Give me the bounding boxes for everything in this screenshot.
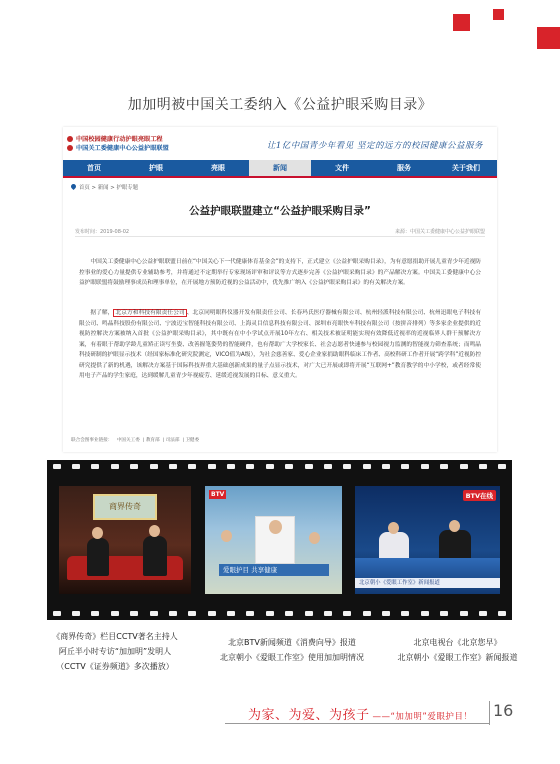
nav-home[interactable]: 首页 bbox=[87, 164, 101, 172]
site-header bbox=[63, 127, 497, 160]
anchor-head bbox=[388, 522, 399, 534]
site-logo bbox=[67, 135, 169, 153]
related-link[interactable]: 中国关工委 bbox=[116, 438, 140, 443]
film-perforations bbox=[47, 462, 512, 471]
photo-news-anchors bbox=[355, 486, 500, 594]
caption-line: 北京朝小《爱眼工作室》使用加加明情况 bbox=[220, 653, 364, 662]
host-figure bbox=[87, 538, 109, 576]
caption-line: 北京朝小《爱眼工作室》新闻报道 bbox=[397, 653, 518, 662]
caption-line: （CCTV《证券频道》多次播放） bbox=[56, 662, 174, 671]
site-nav bbox=[63, 160, 497, 176]
film-strip bbox=[47, 460, 512, 620]
news-ticker: 北京朝小《爱眼工作室》新闻报道 bbox=[355, 578, 500, 588]
page-number: 16 bbox=[493, 701, 514, 720]
article-source: 来源：中国关工委健康中心公益护眼联盟 bbox=[394, 229, 485, 235]
paragraph-text: 据了解， bbox=[90, 310, 114, 316]
article-paragraph bbox=[79, 308, 481, 382]
nav-bright-eye[interactable]: 亮眼 bbox=[211, 164, 225, 172]
article-meta bbox=[75, 228, 485, 235]
page-title: 加加明被中国关工委纳入《公益护眼采购目录》 bbox=[127, 97, 433, 113]
photo-classroom bbox=[205, 486, 342, 594]
caption-line: 阿丘半小时专访“加加明”发明人 bbox=[58, 647, 172, 656]
highlighted-company: 北京方和科技有限责任公司 bbox=[115, 310, 185, 316]
tv-caption: 爱眼护目 共享健康 bbox=[219, 564, 329, 576]
publish-time: 发布时间：2019-08-02 bbox=[75, 229, 130, 235]
nav-news[interactable]: 新闻 bbox=[249, 160, 311, 176]
website-screenshot bbox=[63, 127, 497, 452]
related-links-label: 联合会图事业链接： bbox=[71, 438, 113, 443]
decor-square bbox=[453, 14, 470, 31]
breadcrumb-text[interactable]: 首页 > 新闻 > 护眼专题 bbox=[79, 185, 139, 191]
logo-line: 中国关工委健康中心公益护眼联盟 bbox=[76, 145, 169, 152]
footer-divider bbox=[489, 701, 490, 725]
nav-about[interactable]: 关于我们 bbox=[452, 164, 480, 172]
photo-tv-interview bbox=[59, 486, 191, 594]
studio-screen: 商界传奇 bbox=[93, 494, 157, 520]
related-link[interactable]: 司法部 bbox=[165, 438, 180, 443]
location-pin-icon bbox=[70, 183, 77, 190]
related-link[interactable]: 卫健委 bbox=[185, 438, 200, 443]
student-head bbox=[221, 530, 232, 542]
article-title: 公益护眼联盟建立“公益护眼采购目录” bbox=[189, 205, 371, 217]
article-paragraph: 中国关工委健康中心公益护眼联盟日前在“中国关心下一代健康体育基金会”的支持下，正式建立《公益护眼采购目录》，为有意愿捐助开展儿童青少年近视防控事业的爱心力量提供专业辅助参考，并将通过不定期举行专家现场评审和评议等方式逐步完善《公益护眼采购目录》的产品解决方案。中国关工委健康中心公益护眼联盟将鼓励理事成员和理事单位，在开展地方预防近视的公益活动中，优先推广纳入《公益护眼采购目录》的有关解决方案。 bbox=[79, 259, 481, 286]
guest-figure bbox=[143, 536, 167, 576]
logo-line: 中国校园健康行动护眼亮眼工程 bbox=[76, 136, 163, 143]
photo-caption bbox=[197, 635, 387, 665]
emblem-icon bbox=[67, 136, 73, 142]
nav-divider bbox=[63, 176, 497, 178]
nav-services[interactable]: 服务 bbox=[397, 164, 411, 172]
caption-line: 北京电视台《北京您早》 bbox=[413, 638, 502, 647]
decor-square bbox=[537, 27, 560, 49]
nav-eye-care[interactable]: 护眼 bbox=[149, 164, 163, 172]
nav-documents[interactable]: 文件 bbox=[335, 164, 349, 172]
emblem-icon bbox=[67, 145, 73, 151]
footer-rule bbox=[225, 723, 490, 724]
caption-line: 北京BTV新闻频道《消费向导》报道 bbox=[228, 638, 356, 647]
student-head bbox=[309, 532, 320, 544]
student-head bbox=[269, 520, 282, 534]
decor-square bbox=[493, 9, 504, 20]
guest-head bbox=[149, 525, 160, 537]
news-desk bbox=[355, 558, 500, 594]
anchor-head bbox=[449, 520, 460, 532]
footer-slogan bbox=[248, 704, 472, 723]
related-links: 联合会图事业链接： 中国关工委 | 教育部 | 司法部 | 卫健委 bbox=[71, 438, 200, 443]
photo-caption bbox=[385, 635, 530, 665]
slogan-main: 为家、为爱、为孩子 bbox=[248, 708, 370, 723]
host-head bbox=[92, 527, 103, 539]
paragraph-text: 、北京同明眼科仪器开发有限责任公司、长春玛氏医疗器械有限公司、杭州轻派科技有限公司、杭州迅眼电子科技有限公司、鸣晶科技股份有限公司、宁波迈宝智能科技有限公司、上海灵目信息科技有限公司、深圳市亮眼快车科技有限公司（按拼音排列）等多家企业提供的近视防控解决方案被纳入首批《公益护眼采购目录》，其中既有在中小学试点开展10年左右、相关技术被证明能实现有效降低近视率的近视临界人群干预解决方案，有着眼于帮助学龄儿童矫正读写坐姿、改善握笔姿势的智能硬件，也有帮助广大学校家长、社会志愿者快速参与校园视力监测的智能视力筛查系统；而鸣晶科技研制的护眼显示技术（经国家标准化研究院测定，VICO值为A级），为社会慈善家、爱心企业家捐助眼科临床工作者、高校科研工作者开展“跨学科”近视防控研究提供了新的机遇，该解决方案基于国际科技界重大基础创新成果的量子点显示技术，对广大已开展或即将开展“互联网+”教育教学的中小学校，或者经常使用电子产品的学生家庭，达到缓解儿童青少年视疲劳、延缓近视发展的目标、意义重大。 bbox=[79, 310, 482, 379]
btv-online-logo: BTV在线 bbox=[463, 490, 496, 501]
site-slogan: 让1亿中国青少年看见 坚定的远方的校园健康公益服务 bbox=[266, 141, 483, 151]
slogan-tail: ——“加加明”爱眼护目！ bbox=[372, 712, 473, 722]
film-perforations bbox=[47, 609, 512, 618]
divider bbox=[75, 236, 485, 237]
breadcrumb bbox=[71, 183, 138, 191]
caption-line: 《商界传奇》栏目CCTV著名主持人 bbox=[52, 632, 178, 641]
photo-caption bbox=[30, 629, 200, 674]
related-link[interactable]: 教育部 bbox=[145, 438, 160, 443]
btv-logo: BTV bbox=[211, 491, 225, 498]
